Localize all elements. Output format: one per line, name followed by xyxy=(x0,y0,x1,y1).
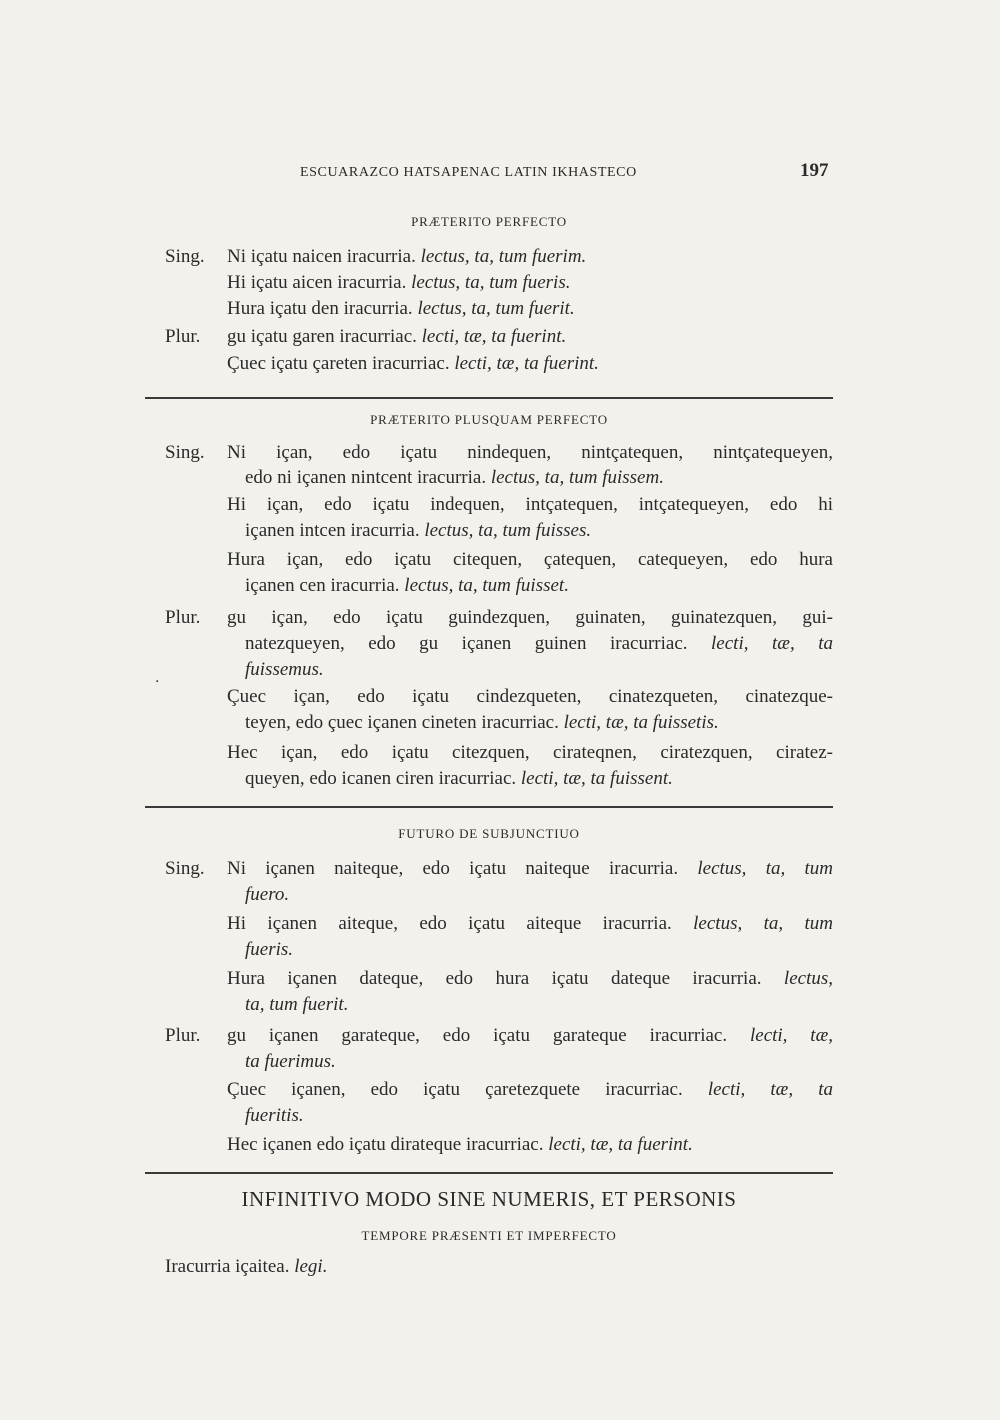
divider-rule xyxy=(145,806,833,808)
text-line: ta fuerimus. xyxy=(245,1051,336,1072)
text-line: Hec içanen edo içatu dirateque iracurriac. lecti, tæ, ta fuerint. xyxy=(227,1134,693,1155)
text-line: içanen cen iracurria. lectus, ta, tum fuisset. xyxy=(245,575,569,596)
label-plur: Plur. xyxy=(165,326,201,347)
page-number: 197 xyxy=(800,160,829,181)
text-line: edo ni içanen nintcent iracurria. lectus, ta, tum fuissem. xyxy=(245,467,664,488)
text-line: Iracurria içaitea. legi. xyxy=(165,1256,328,1277)
text-line: Çuec içan, edo içatu cindezqueten, cinatezqueten, cinatezque- xyxy=(227,686,833,707)
divider-rule xyxy=(145,1172,833,1174)
section-subheading-tempore: TEMPORE PRÆSENTI ET IMPERFECTO xyxy=(361,1228,617,1243)
section-heading-praeterito-perfecto: PRÆTERITO PERFECTO xyxy=(411,214,567,229)
text-line: gu içanen garateque, edo içatu garateque iracurriac. lecti, tæ, xyxy=(227,1025,834,1046)
text-line: Hura içan, edo içatu citequen, çatequen, catequeyen, edo hura xyxy=(227,549,833,570)
text-line: Çuec içanen, edo içatu çaretezquete iracurriac. lecti, tæ, ta xyxy=(227,1079,833,1100)
label-sing: Sing. xyxy=(165,858,205,879)
text-line: Hura içatu den iracurria. lectus, ta, tum fuerit. xyxy=(227,298,575,319)
text-line: gu içatu garen iracurriac. lecti, tæ, ta fuerint. xyxy=(227,326,567,347)
label-plur: Plur. xyxy=(165,607,201,628)
section-heading-plusquam-perfecto: PRÆTERITO PLUSQUAM PERFECTO xyxy=(370,412,608,427)
running-title: ESCUARAZCO HATSAPENAC LATIN IKHASTECO xyxy=(300,165,637,180)
text-line: Ni içatu naicen iracurria. lectus, ta, tum fuerim. xyxy=(227,246,587,267)
text-line: fuero. xyxy=(245,884,290,905)
text-line: ta, tum fuerit. xyxy=(245,994,349,1015)
text-line: fueris. xyxy=(245,939,294,960)
text-line: Çuec içatu çareten iracurriac. lecti, tæ, ta fuerint. xyxy=(227,353,599,374)
section-heading-infinitivo: INFINITIVO MODO SINE NUMERIS, ET PERSONIS xyxy=(241,1187,737,1211)
text-line: Hec içan, edo içatu citezquen, cirateqnen, ciratezquen, ciratez- xyxy=(227,742,833,763)
text-line: queyen, edo icanen ciren iracurriac. lecti, tæ, ta fuissent. xyxy=(245,768,673,789)
text-line: teyen, edo çuec içanen cineten iracurriac. lecti, tæ, ta fuissetis. xyxy=(245,712,719,733)
text-line: fuissemus. xyxy=(245,659,324,680)
divider-rule xyxy=(145,397,833,399)
text-line: gu içan, edo içatu guindezquen, guinaten, guinatezquen, gui- xyxy=(227,607,833,628)
label-sing: Sing. xyxy=(165,442,205,463)
text-line: Ni içan, edo içatu nindequen, nintçatequen, nintçatequeyen, xyxy=(227,442,833,463)
text-line: Hi içatu aicen iracurria. lectus, ta, tum fueris. xyxy=(227,272,571,293)
text-line: natezqueyen, edo gu içanen guinen iracurriac. lecti, tæ, ta xyxy=(245,633,833,654)
text-line: Hura içanen dateque, edo hura içatu dateque iracurria. lectus, xyxy=(227,968,833,989)
text-line: Ni içanen naiteque, edo içatu naiteque iracurria. lectus, ta, tum xyxy=(227,858,833,879)
ink-dot: · xyxy=(155,674,160,690)
label-plur: Plur. xyxy=(165,1025,201,1046)
text-line: Hi içanen aiteque, edo içatu aiteque iracurria. lectus, ta, tum xyxy=(227,913,833,934)
text-line: içanen intcen iracurria. lectus, ta, tum fuisses. xyxy=(245,520,592,541)
text-line: fueritis. xyxy=(245,1105,304,1126)
label-sing: Sing. xyxy=(165,246,205,267)
text-line: Hi içan, edo içatu indequen, intçatequen, intçatequeyen, edo hi xyxy=(227,494,833,515)
section-heading-futuro: FUTURO DE SUBJUNCTIUO xyxy=(398,826,580,841)
